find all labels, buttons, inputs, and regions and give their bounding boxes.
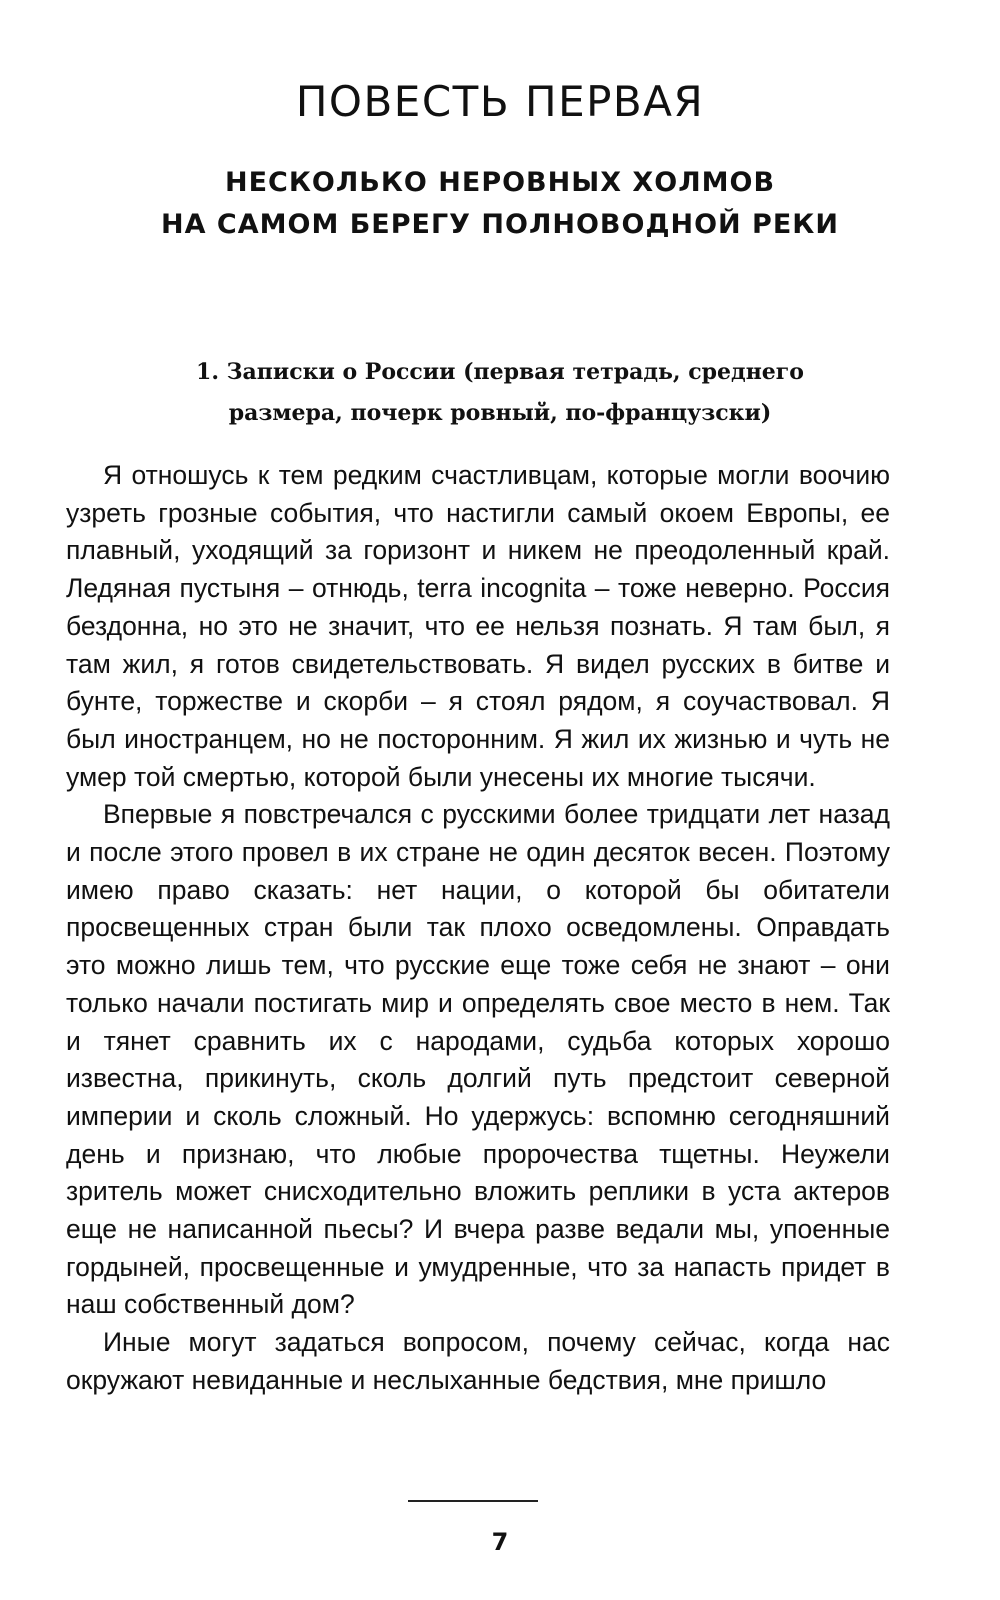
body-text <box>66 457 890 1400</box>
chapter-heading <box>0 352 1000 434</box>
subtitle-line-2: НА САМОМ БЕРЕГУ ПОЛНОВОДНОЙ РЕКИ <box>161 209 839 240</box>
page-number: 7 <box>491 1528 509 1556</box>
chapter-heading-line-2: размера, почерк ровный, по-французски) <box>228 400 772 426</box>
subtitle-line-1: НЕСКОЛЬКО НЕРОВНЫХ ХОЛМОВ <box>224 167 776 198</box>
part-subtitle <box>0 162 1000 246</box>
footer-divider <box>408 1500 538 1502</box>
paragraph: Я отношусь к тем редким счастливцам, которые могли воочию узреть грозные события, что настигли самый окоем Европы, ее плавный, уходящий за горизонт и никем не преодоленный край. Ледяная пустыня – отнюдь, terra incognita – тоже неверно. Россия бездонна, но это не значит, что ее нельзя познать. Я там был, я там жил, я готов свидетельствовать. Я видел русских в битве и бунте, торжестве и скорби – я стоял рядом, я соучаствовал. Я был иностранцем, но не посторонним. Я жил их жизнью и чуть не умер той смертью, которой были унесены их многие тысячи. <box>66 460 890 792</box>
paragraph: Впервые я повстречался с русскими более тридцати лет назад и после этого провел в их стране не один десяток весен. Поэтому имею право сказать: нет нации, о которой бы обитатели просвещенных стран были так плохо осведомлены. Оправдать это можно лишь тем, что русские еще тоже себя не знают – они только начали постигать мир и определять свое место в нем. Так и тянет сравнить их с народами, судьба которых хорошо известна, прикинуть, сколь долгий путь предстоит северной империи и сколь сложный. Но удержусь: вспомню сегодняшний день и признаю, что любые пророчества тщетны. Неужели зритель может снисходительно вложить реплики в уста актеров еще не написанной пьесы? И вчера разве ведали мы, упоенные гордыней, просвещенные и умудренные, что за напасть придет в наш собственный дом? <box>66 799 890 1320</box>
chapter-heading-line-1: 1. Записки о России (первая тетрадь, среднего <box>196 359 804 385</box>
paragraph: Иные могут задаться вопросом, почему сейчас, когда нас окружают невиданные и неслыханные бедствия, мне пришло <box>66 1327 890 1395</box>
part-title: ПОВЕСТЬ ПЕРВАЯ <box>295 77 705 126</box>
